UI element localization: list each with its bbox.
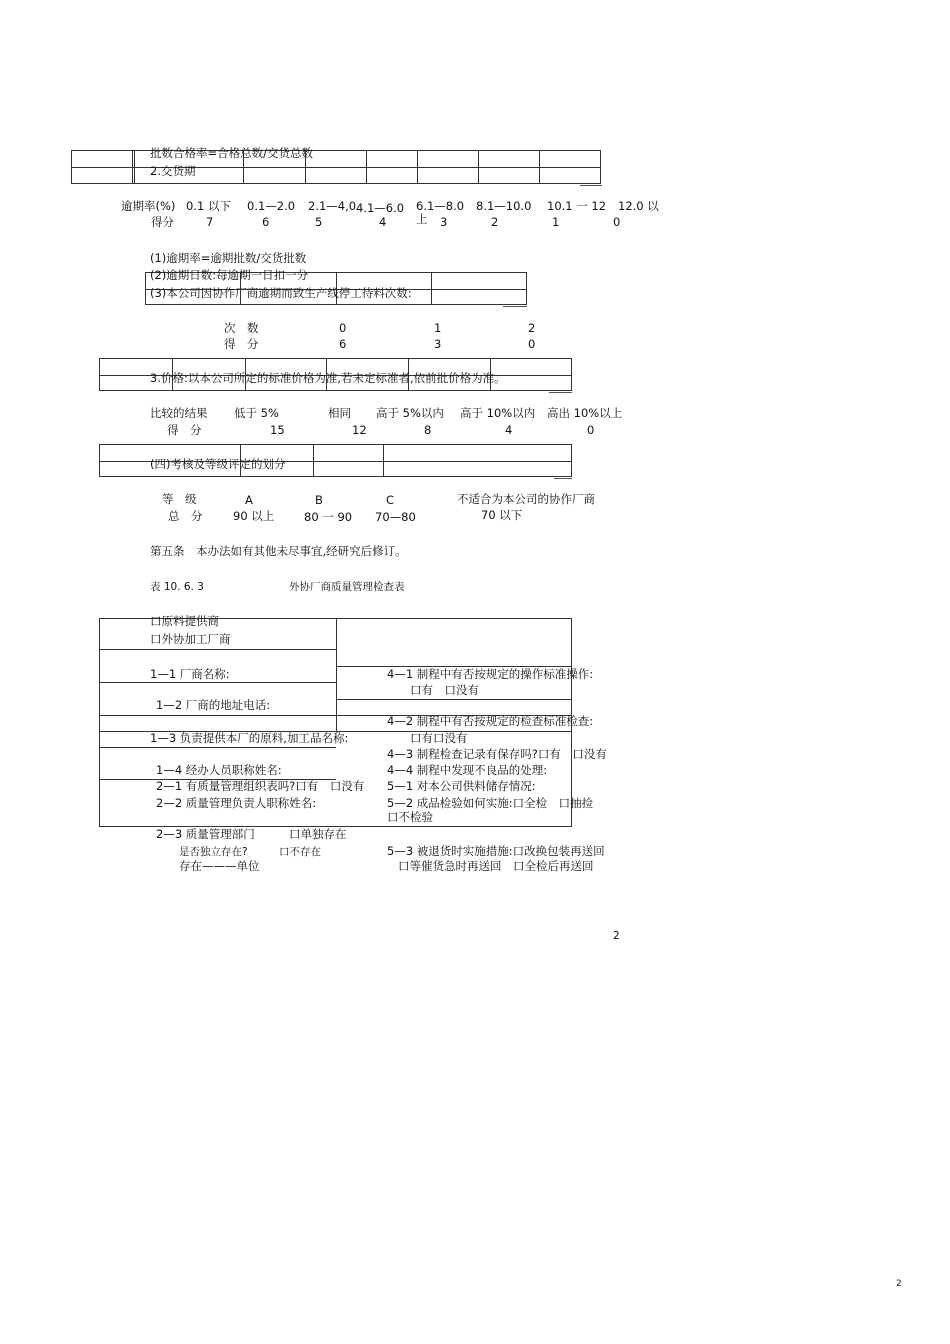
delay-score-label: 得分 [151, 215, 174, 229]
price-item: 高出 10%以上 [547, 406, 623, 420]
price-score: 8 [424, 423, 432, 437]
delivery-title: 2.交货期 [150, 164, 196, 178]
table-number: 表 10. 6. 3 [150, 581, 204, 593]
q-1-4: 1—4 经办人员职称姓名: [156, 763, 282, 777]
price-item: 低于 5% [234, 406, 279, 420]
q-4-4: 4—4 制程中发现不良品的处理: [387, 763, 548, 777]
q-2-3: 2—3 质量管理部门 [156, 827, 255, 841]
corner-page-number: 2 [896, 1279, 902, 1289]
q-1-1: 1—1 厂商名称: [150, 667, 230, 681]
price-item: 高于 5%以内 [376, 406, 444, 420]
q-2-3-sub-unit: 存在———单位 [179, 859, 260, 873]
stop-count: 0 [339, 321, 347, 335]
delay-range: 8.1—10.0 [476, 199, 532, 213]
q-1-2: 1—2 厂商的地址电话: [156, 698, 271, 712]
stop-count: 1 [434, 321, 442, 335]
q-5-3: 5—3 被退货时实施措施:口改换包装再送回 [387, 844, 605, 858]
q-4-1-options: 口有 口没有 [410, 683, 479, 697]
price-score: 0 [587, 423, 595, 437]
delay-range: 12.0 以 [618, 199, 659, 213]
price-item: 高于 10%以内 [460, 406, 536, 420]
q-5-1: 5—1 对本公司供料储存情况: [387, 779, 536, 793]
grade-score: 70—80 [375, 510, 416, 524]
delay-score: 7 [206, 215, 214, 229]
grade-level: B [315, 493, 323, 507]
delay-range: 6.1—8.0 [416, 199, 465, 213]
price-item: 相同 [328, 406, 351, 420]
type-raw-material: 口原料提供商 [150, 614, 219, 628]
note-2: (2)逾期日数:每逾期一日扣一分 [150, 268, 309, 282]
q-2-3-option-independent: 口单独存在 [289, 827, 347, 841]
stop-count-label: 次 数 [224, 321, 259, 335]
q-2-2: 2—2 质量管理负责人职称姓名: [156, 796, 317, 810]
table-title: 外协厂商质量管理检查表 [289, 581, 405, 593]
q-2-1: 2—1 有质量管理组织表吗?口有 口没有 [156, 779, 365, 793]
grade-score: 80 一 90 [304, 510, 353, 524]
q-2-3-option-none: 口不存在 [279, 846, 321, 858]
delay-range: 2.1—4,0 [308, 199, 357, 213]
grade-level-label: 等 级 [162, 492, 197, 506]
delay-score: 4 [379, 215, 387, 229]
delay-score: 5 [315, 215, 323, 229]
grade-level: 不适合为本公司的协作厂商 [457, 492, 595, 506]
article-5: 第五条 本办法如有其他未尽事宜,经研究后修订。 [150, 544, 407, 558]
q-1-3: 1—3 负责提供本厂的原料,加工品名称: [150, 731, 349, 745]
delay-score: 2 [491, 215, 499, 229]
grade-total-label: 总 分 [168, 509, 203, 523]
stop-score: 0 [528, 337, 536, 351]
grade-score: 90 以上 [233, 509, 275, 523]
note-3: (3)本公司因协作厂商逾期而致生产线停工待料次数: [150, 286, 412, 300]
q-2-3-sub-question: 是否独立存在? [179, 846, 248, 858]
grade-score: 70 以下 [481, 508, 523, 522]
pass-rate-formula: 批数合格率=合格总数/交货总数 [150, 146, 314, 160]
price-score: 12 [352, 423, 367, 437]
delay-range: 10.1 一 12 [547, 199, 607, 213]
type-outsource: 口外协加工厂商 [150, 632, 231, 646]
q-4-3: 4—3 制程检查记录有保存吗?口有 口没有 [387, 747, 607, 761]
q-4-2-options: 口有口没有 [410, 731, 468, 745]
page-number: 2 [613, 930, 620, 942]
grade-level: A [245, 493, 253, 507]
grade-level: C [386, 493, 395, 507]
delay-score: 0 [613, 215, 621, 229]
delay-range: 4.1—6.0 [356, 201, 405, 215]
delay-range: 0.1—2.0 [247, 199, 296, 213]
delay-rate-label: 逾期率(%) [121, 199, 176, 213]
grade-title: (四)考核及等级评定的划分 [150, 457, 286, 471]
stop-score-label: 得 分 [224, 337, 259, 351]
q-5-2: 5—2 成品检验如何实施:口全检 口抽捡 [387, 796, 594, 810]
delay-range: 0.1 以下 [186, 199, 231, 213]
q-5-3-options: 口等催货急时再送回 口全检后再送回 [398, 859, 594, 873]
price-score-label: 得 分 [167, 423, 202, 437]
delay-score: 6 [262, 215, 270, 229]
price-compare-label: 比较的结果 [150, 406, 208, 420]
q-4-2: 4—2 制程中有否按规定的检查标准检查: [387, 714, 594, 728]
q-5-2-option-none: 口不检验 [387, 810, 433, 824]
price-score: 15 [270, 423, 285, 437]
stop-count: 2 [528, 321, 536, 335]
stop-score: 3 [434, 337, 442, 351]
q-4-1: 4—1 制程中有否按规定的操作标准操作: [387, 667, 594, 681]
stop-score: 6 [339, 337, 347, 351]
delay-score: 1 [552, 215, 560, 229]
price-score: 4 [505, 423, 513, 437]
price-title: 3.价格:以本公司所定的标准价格为准,若未定标准者,依前批价格为准。 [150, 371, 506, 385]
delay-score: 3 [440, 215, 448, 229]
delay-range-overflow: 上 [416, 212, 428, 226]
note-1: (1)逾期率=逾期批数/交货批数 [150, 251, 307, 265]
